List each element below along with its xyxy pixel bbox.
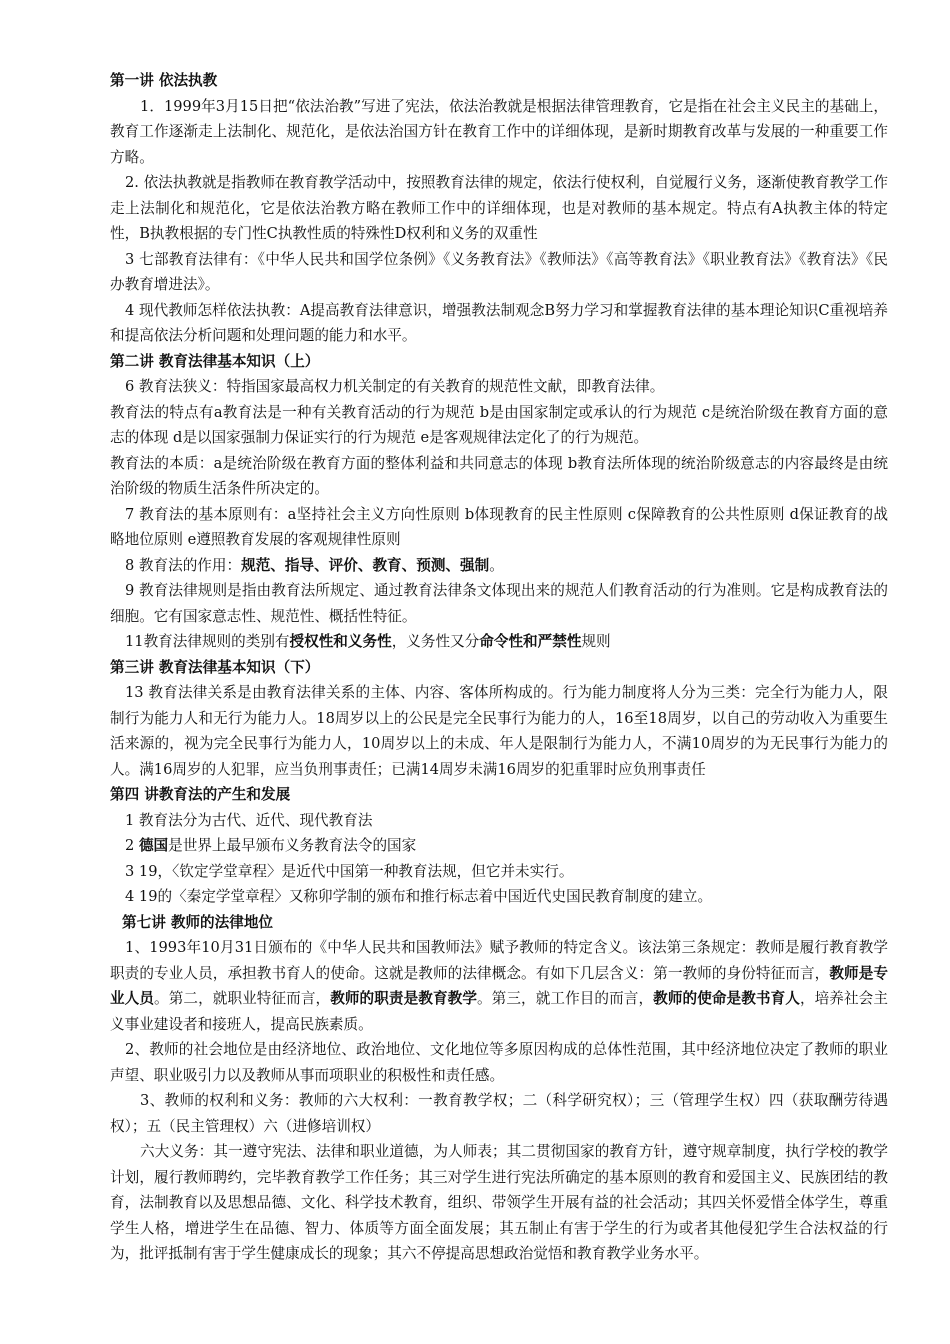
document-page — [110, 68, 888, 1267]
text-run: 1、1993年10月31日颁布的《中华人民共和国教师法》赋予教师的特定含义。该法第三条规定：教师是履行教育教学职责的专业人员，承担教书育人的使命。这就是教师的法律概念。有如下几层含义：第一教师的身份特征而言， — [110, 939, 888, 982]
lecture-7-title: 第七讲 教师的法律地位 — [122, 913, 274, 931]
lecture-1-para-3: 3 七部教育法律有：《中华人民共和国学位条例》《义务教育法》《教师法》《高等教育法》《职业教育法》《教育法》《民办教育增进法》。 — [110, 250, 888, 293]
lecture-4-para-4: 4 19的〈秦定学堂章程〉又称卯学制的颁布和推行标志着中国近代史国民教育制度的建立。 — [125, 888, 713, 905]
lecture-2-para-2: 教育法的特点有a教育法是一种有关教育活动的行为规范 b是由国家制定或承认的行为规范 c是统治阶级在教育方面的意志的体现 d是以国家强制力保证实行的行为规范 e是客观规律法定化了的行为规范。 — [110, 403, 888, 446]
lecture-4-para-2 — [110, 833, 888, 859]
lecture-2-para-4: 7 教育法的基本原则有：a坚持社会主义方向性原则 b体现教育的民主性原则 c保障教育的公共性原则 d保证教育的战略地位原则 e遵照教育发展的客观规律性原则 — [110, 505, 888, 548]
lecture-7-para-2: 2、教师的社会地位是由经济地位、政治地位、文化地位等多原因构成的总体性范围，其中经济地位决定了教师的职业声望、职业吸引力以及教师从事而项职业的积极性和责任感。 — [110, 1041, 888, 1084]
lecture-7-para-1 — [110, 935, 888, 1037]
text-run: 11教育法律规则的类别有 — [125, 633, 290, 650]
text-run: ，义务性又分 — [391, 633, 480, 650]
text-run: 2 — [125, 837, 139, 854]
lecture-2-para-6: 9 教育法律规则是指由教育法所规定、通过教育法律条文体现出来的规范人们教育活动的行为准则。它是构成教育法的细胞。它有国家意志性、规范性、概括性特征。 — [110, 582, 888, 625]
bold-run: 命令性和严禁性 — [479, 633, 582, 650]
lecture-4-para-1: 1 教育法分为古代、近代、现代教育法 — [125, 811, 373, 829]
bold-run: 教师是专业人员 — [110, 964, 888, 1007]
lecture-1-para-4: 4 现代教师怎样依法执教：A提高教育法律意识，增强教法制观念B努力学习和掌握教育法律的基本理论知识C重视培养和提高依法分析问题和处理问题的能力和水平。 — [110, 301, 888, 344]
text-run: 8 教育法的作用： — [125, 556, 242, 574]
lecture-2-para-3: 教育法的本质：a是统治阶级在教育方面的整体利益和共同意志的体现 b教育法所体现的统治阶级意志的内容最终是由统治阶级的物质生活条件所决定的。 — [110, 454, 888, 497]
lecture-1-title: 第一讲 依法执教 — [110, 72, 218, 89]
bold-run: 德国 — [138, 837, 169, 854]
lecture-2-para-5: 8 教育法的作用：规范、指导、评价、教育、预测、强制。 — [125, 556, 504, 574]
lecture-4-title: 第四 讲教育法的产生和发展 — [110, 786, 291, 803]
lecture-3-para-1: 13 教育法律关系是由教育法律关系的主体、内容、客体所构成的。行为能力制度将人分为三类：完全行为能力人，限制行为能力人和无行为能力人。18周岁以上的公民是完全民事行为能力的人，16至18周岁，以自己的劳动收入为重要生活来源的，视为完全民事行为能力人，10周岁以上的未成、年人是限制行为能力人，不满10周岁的为无民事行为能力的人。满16周岁的人犯罪，应当负刑事责任；已满14周岁未满16周岁的犯重罪时应负刑事责任 — [110, 684, 888, 778]
text-run: 。第二，就职业特征而言， — [154, 990, 331, 1007]
text-run: 。第三，就工作目的而言， — [477, 990, 654, 1007]
lecture-7-para-4: 六大义务：其一遵守宪法、法律和职业道德，为人师表；其二贯彻国家的教育方针，遵守规章制度，执行学校的教学计划，履行教师聘约，完毕教育教学工作任务；其三对学生进行宪法所确定的基本原则的教育和爱国主义、民族团结的教育，法制教育以及思想品德、文化、科学技术教育，组织、带领学生开展有益的社会活动；其四关怀爱惜全体学生，尊重学生人格，增进学生在品德、智力、体质等方面全面发展；其五制止有害于学生的行为或者其他侵犯学生合法权益的行为，批评抵制有害于学生健康成长的现象；其六不停提高思想政治觉悟和教育教学业务水平。 — [110, 1143, 888, 1262]
lecture-2-para-1: 6 教育法狭义：特指国家最高权力机关制定的有关教育的规范性文献，即教育法律。 — [125, 378, 665, 395]
lecture-3-title: 第三讲 教育法律基本知识（下） — [110, 658, 320, 676]
lecture-1-para-2: 2. 依法执教就是指教师在教育教学活动中，按照教育法律的规定，依法行使权利，自觉履行义务，逐渐使教育教学工作走上法制化和规范化，它是依法治教方略在教师工作中的详细体现，也是对教师的基本规定。特点有A执教主体的特定性，B执教根据的专门性C执教性质的特殊性D权利和义务的双重性 — [110, 174, 888, 242]
lecture-2-para-7 — [110, 629, 888, 655]
lecture-7-para-3: 3、教师的权利和义务：教师的六大权利：一教育教学权；二（科学研究权）；三（管理学生权）四（获取酬劳待遇权）；五（民主管理权）六（进修培训权） — [110, 1092, 888, 1135]
bold-run: 规范、指导、评价、教育、预测、强制 — [241, 556, 490, 574]
lecture-2-title: 第二讲 教育法律基本知识（上） — [110, 352, 320, 370]
bold-run: 教师的职责是教育教学 — [330, 990, 477, 1007]
lecture-1-para-1: 1．1999年3月15日把“依法治教”写进了宪法，依法治教就是根据法律管理教育，它是指在社会主义民主的基础上，教育工作逐渐走上法制化、规范化，是依法治国方针在教育工作中的详细体现，是新时期教育改革与发展的一种重要工作方略。 — [110, 97, 888, 166]
lecture-4-para-3: 3 19，〈钦定学堂章程〉是近代中国第一种教育法规，但它并未实行。 — [125, 862, 574, 880]
bold-run: 教师的使命是教书育人 — [653, 990, 800, 1007]
text-run: 是世界上最早颁布义务教育法令的国家 — [168, 837, 417, 854]
text-run: 规则 — [581, 633, 611, 650]
text-run: ，培养社会主义事业建设者和接班人，提高民族素质。 — [110, 990, 888, 1033]
bold-run: 授权性和义务性 — [289, 633, 392, 650]
